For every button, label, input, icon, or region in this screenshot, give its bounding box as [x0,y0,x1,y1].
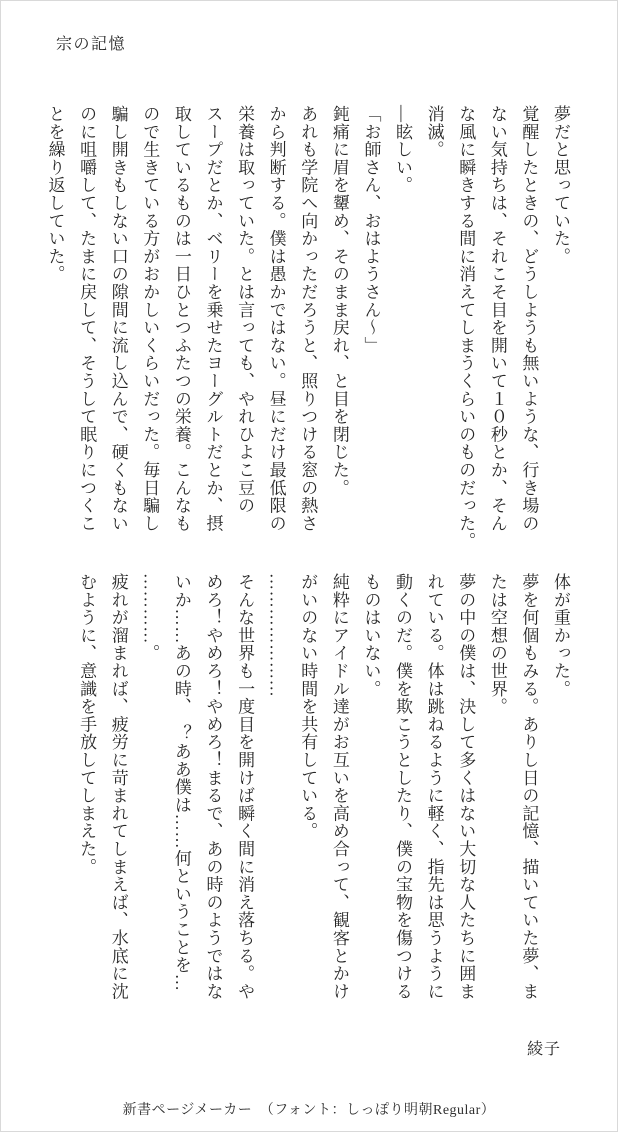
text-column: 疲れが溜まれば、疲労に苛まれてしまえば、水底に沈 [108,573,128,1001]
text-column: ものはいない。 [361,573,381,698]
text-column: な風に瞬きする間に消えてしまうくらいのものだった。 [456,105,476,550]
text-column: ―眩しい。 [393,105,413,194]
footer-credit: 新書ページメーカー （フォント：しっぽり明朝Regular） [122,1103,496,1118]
text-column: 夢を何個もみる。ありし日の記憶、描いていた夢、ま [519,573,539,1001]
text-column: 動くのだ。僕を欺こうとしたり、僕の宝物を傷つける [393,573,413,1001]
text-column: から判断する。僕は愚かではない。昼にだけ最低限の [266,105,286,533]
text-block-top [39,105,576,550]
text-column: 消滅。 [424,105,444,159]
text-column: れている。体は跳ねるように軽く、指先は思うように [424,573,444,1001]
text-column: たは空想の世界。 [487,573,507,716]
text-column: いか……あの時、 ？ああ僕は……何ということを… [171,573,191,992]
text-column: ので生きている方がおかしいくらいだった。毎日騙し [140,105,160,533]
text-block-bottom [71,573,577,1005]
text-column: 取しているものは一日ひとつふたつの栄養。こんなも [171,105,191,533]
author-name: 綾子 [526,1041,561,1058]
text-column: めろ！やめろ！やめろ！まるで、あの時のようではな [203,573,223,1001]
text-column: 体が重かった。 [551,573,570,698]
text-column: 「お師さん、おはようさん〜」 [361,105,381,355]
text-column: …………。 [140,573,160,662]
text-column: あれも学院へ向かっただろうと、照りつける窓の熱さ [298,105,318,533]
text-column: 夢の中の僕は、決して多くはない大切な人たちに囲ま [456,573,476,1001]
text-column: のに咀嚼して、たまに戻して、そうして眠りにつくこ [77,105,97,533]
text-column: 覚醒したときの、どうしようも無いような、行き場の [519,105,539,533]
text-column: スープだとか、ベリーを乗せたヨーグルトだとか、摂 [203,105,223,533]
page-title: 宗の記憶 [56,36,127,53]
text-column: 純粋にアイドル達がお互いを高め合って、観客とかけ [329,573,349,1001]
text-column: ………………… [266,573,286,698]
text-column: とを繰り返していた。 [45,105,65,283]
text-column: 栄養は取っていた。とは言っても、やれひよこ豆の [235,105,255,515]
text-column: 夢だと思っていた。 [551,105,570,266]
text-column: 騙し開きもしない口の隙間に流し込んで、硬くもない [108,105,128,533]
text-column: 鈍痛に眉を顰め、そのまま戻れ、と目を閉じた。 [329,105,349,497]
text-column: むように、意識を手放してしまえた。 [77,573,97,876]
text-column: そんな世界も一度目を開けば瞬く間に消え落ちる。や [235,573,255,1001]
text-column: がいのない時間を共有している。 [298,573,318,840]
text-column: ない気持ちは、それこそ目を開いて１０秒とか、そん [487,105,507,533]
